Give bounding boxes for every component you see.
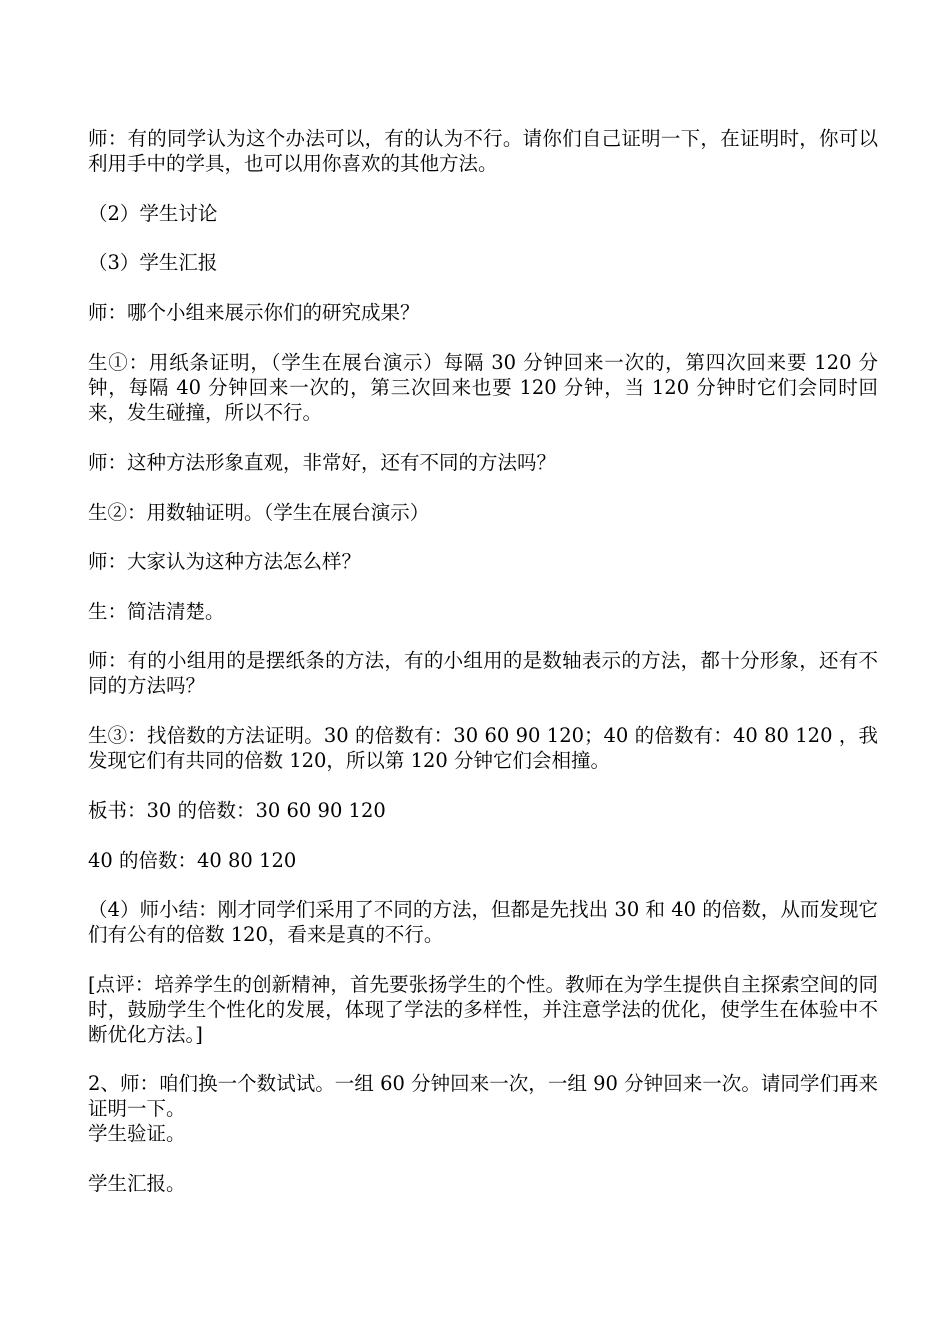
paragraph-student-3-multiples: 生③：找倍数的方法证明。30 的倍数有：30 60 90 120；40 的倍数有：40 80 120 ，我发现它们有共同的倍数 120，所以第 120 分钟它们会相撞。 xyxy=(88,724,878,772)
paragraph-student-discuss: （2）学生讨论 xyxy=(88,202,218,225)
paragraph-teacher-how: 师：大家认为这种方法怎么样？ xyxy=(88,550,362,573)
paragraph-board-40: 40 的倍数：40 80 120 xyxy=(88,849,297,872)
paragraph-board-30: 板书：30 的倍数：30 60 90 120 xyxy=(88,799,386,822)
paragraph-teacher-prove: 师：有的同学认为这个办法可以，有的认为不行。请你们自己证明一下，在证明时，你可以利用手中的学具，也可以用你喜欢的其他方法。 xyxy=(88,127,878,175)
paragraph-student-2-axis: 生②：用数轴证明。（学生在展台演示） xyxy=(88,501,430,524)
paragraph-teacher-new-numbers: 2、师：咱们换一个数试试。一组 60 分钟回来一次，一组 90 分钟回来一次。请同学们再来证明一下。 学生验证。 xyxy=(88,1072,878,1145)
paragraph-teacher-summary: （4）师小结：刚才同学们采用了不同的方法，但都是先找出 30 和 40 的倍数，从而发现它们有公有的倍数 120，看来是真的不行。 xyxy=(88,898,878,946)
paragraph-student-report: （3）学生汇报 xyxy=(88,251,218,274)
paragraph-comment: [点评：培养学生的创新精神，首先要张扬学生的个性。教师在为学生提供自主探索空间的同时，鼓励学生个性化的发展，体现了学法的多样性，并注意学法的优化，使学生在体验中不断优化方法。] xyxy=(88,973,878,1046)
paragraph-student-report-2: 学生汇报。 xyxy=(88,1172,186,1195)
paragraph-student-1-paper: 生①：用纸条证明，（学生在展台演示）每隔 30 分钟回来一次的，第四次回来要 120 分钟，每隔 40 分钟回来一次的，第三次回来也要 120 分钟，当 120 分钟时它们会同时回来，发生碰撞，所以不行。 xyxy=(88,351,878,424)
paragraph-student-concise: 生：简洁清楚。 xyxy=(88,600,225,623)
paragraph-teacher-methods: 师：有的小组用的是摆纸条的方法，有的小组用的是数轴表示的方法，都十分形象，还有不同的方法吗？ xyxy=(88,649,878,697)
paragraph-teacher-which-group: 师：哪个小组来展示你们的研究成果？ xyxy=(88,301,420,324)
paragraph-teacher-intuitive: 师：这种方法形象直观，非常好，还有不同的方法吗？ xyxy=(88,451,557,474)
